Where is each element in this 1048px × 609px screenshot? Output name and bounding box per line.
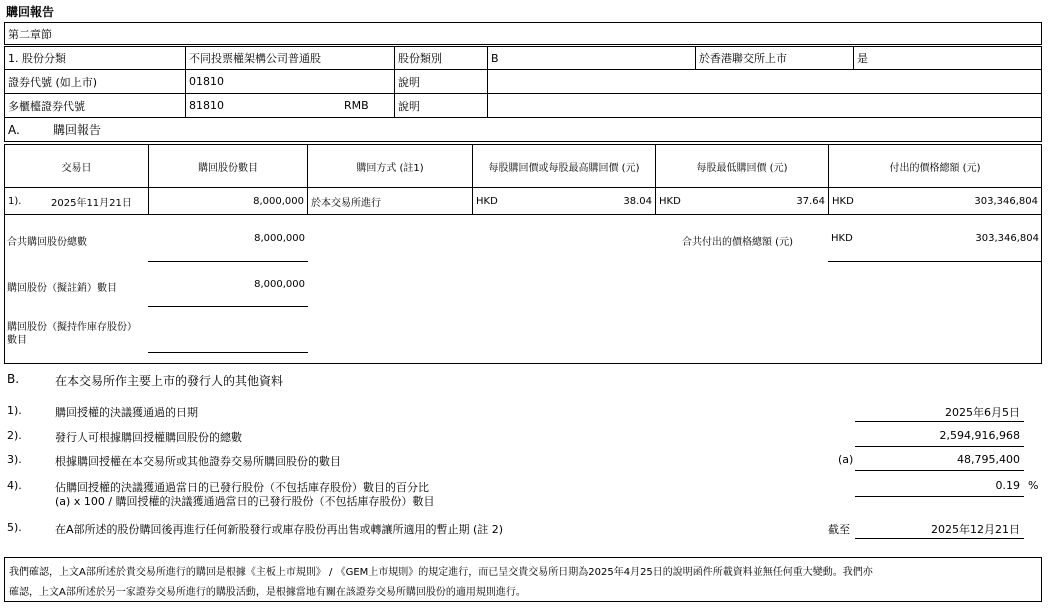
cancel-value: 8,000,000 [254,279,305,290]
b-item-3-value: 48,795,400 [957,453,1020,466]
b-item-4-underline [855,496,1024,497]
b-item-4-num: 4). [7,479,22,492]
b-item-5-underline [855,538,1024,539]
total-shares-underline [148,261,308,262]
b-item-4-value: 0.19 [995,479,1020,492]
confirmation-line2: 確認，上文A部所述於另一家證券交易所進行的購股活動，是根據當地有關在該證券交易所購回股份的適用規則進行。 [9,587,526,598]
b-item-2-num: 2). [7,429,22,442]
b-item-3-num: 3). [7,453,22,466]
treasury-underline [148,352,308,353]
row-high-value: 38.04 [623,195,652,207]
total-paid-ccy: HKD [831,233,853,244]
row-num: 1). [8,195,22,207]
b-item-2-value: 2,594,916,968 [939,429,1020,442]
b-item-1-label: 購回授權的決議獲通過的日期 [55,406,198,419]
listed-label: 於香港聯交所上市 [695,46,854,70]
share-class-label: 1. 股份分類 [4,46,186,70]
row-shares: 8,000,000 [148,187,308,215]
b-item-3-underline [855,470,1024,471]
b-item-5-num: 5). [7,521,22,534]
section-a-title: 購回報告 [53,123,102,137]
multi-counter-label: 多櫃檯證券代號 [4,93,186,118]
report-title: 購回報告 [6,5,55,19]
section-a-left-border [4,214,5,364]
treasury-label-line2: 數目 [7,335,27,346]
total-shares-value: 8,000,000 [254,233,305,244]
treasury-label-line1: 購回股份（擬持作庫存股份） [7,322,137,333]
stock-code-label: 證券代號 (如上市) [4,69,186,94]
b-item-4-label: 佔購回授權的決議獲通過當日的已發行股份（不包括庫存股份）數目的百分比 [55,481,429,494]
multi-counter-currency: RMB [344,99,369,112]
total-paid-value: 303,346,804 [975,233,1039,244]
row-method: 於本交易所進行 [307,187,473,215]
b-item-5-label: 在A部所述的股份購回後再進行任何新股發行或庫存股份再出售或轉讓所適用的暫止期 (註 2) [55,523,504,536]
cancel-underline [148,306,308,307]
row-high-price [472,187,656,215]
section-b-num: B. [7,372,20,386]
listed-value: 是 [853,46,1042,70]
row-low-price [655,187,829,215]
stock-code-desc-label: 說明 [394,69,488,94]
share-class-value: 不同投票權架構公司普通股 [185,46,395,70]
col-header-total: 付出的價格總額 (元) [828,144,1042,188]
total-paid-label: 合共付出的價格總額 (元) [682,237,793,248]
row-total-value: 303,346,804 [974,195,1038,207]
stock-code-value: 01810 [185,69,395,94]
multi-counter-desc-label: 說明 [394,93,488,118]
row-date: 2025年11月21日 [51,197,132,209]
b-item-4-label2: (a) x 100 / 購回授權的決議獲通過當日的已發行股份（不包括庫存股份）數目 [55,495,435,508]
row-low-ccy: HKD [659,195,681,207]
col-header-method: 購回方式 (註1) [307,144,473,188]
b-item-1-value: 2025年6月5日 [945,406,1020,419]
b-item-3-label: 根據購回授權在本交易所或其他證券交易所購回股份的數目 [55,455,341,468]
row-date-cell [4,187,149,215]
confirmation-box [4,557,1042,602]
row-low-value: 37.64 [796,195,825,207]
row-total-ccy: HKD [832,195,854,207]
stock-code-desc-value [487,69,1042,94]
col-header-shares: 購回股份數目 [148,144,308,188]
col-header-low-price: 每股最低購回價 (元) [655,144,829,188]
section-a-num: A. [8,122,20,137]
row-total [828,187,1042,215]
multi-counter-code: 81810 [189,99,224,112]
b-item-5-value: 2025年12月21日 [931,523,1020,536]
b-item-5-prefix: 截至 [828,523,850,536]
chapter-header: 第二章節 [4,22,1042,45]
b-item-3-prefix: (a) [838,453,854,466]
b-item-2-underline [855,446,1024,447]
b-item-4-unit: % [1028,479,1039,492]
multi-counter-value [185,93,395,118]
cancel-label: 購回股份（擬註銷）數目 [7,283,117,294]
b-item-2-label: 發行人可根據購回授權購回股份的總數 [55,431,242,444]
b-item-1-underline [855,421,1024,422]
row-high-ccy: HKD [476,195,498,207]
section-a-right-border [1041,214,1042,364]
col-header-date: 交易日 [4,144,149,188]
multi-counter-desc-value [487,93,1042,118]
total-shares-label: 合共購回股份總數 [7,237,87,248]
section-a-bottom-border [4,363,1042,364]
section-a-header [4,117,1042,142]
share-type-label: 股份類別 [394,46,488,70]
b-item-1-num: 1). [7,404,22,417]
share-type-value: B [487,46,696,70]
total-paid-underline [828,261,1042,262]
confirmation-line1: 我們確認，上文A部所述於貴交易所進行的購回是根據《主板上市規則》 / 《GEM上市規則》的規定進行，而已呈交貴交易所日期為2025年4月25日的說明函件所載資料並無任何重大變動。我們亦 [9,567,873,578]
col-header-high-price: 每股購回價或每股最高購回價 (元) [472,144,656,188]
section-b-title: 在本交易所作主要上市的發行人的其他資料 [55,374,284,388]
